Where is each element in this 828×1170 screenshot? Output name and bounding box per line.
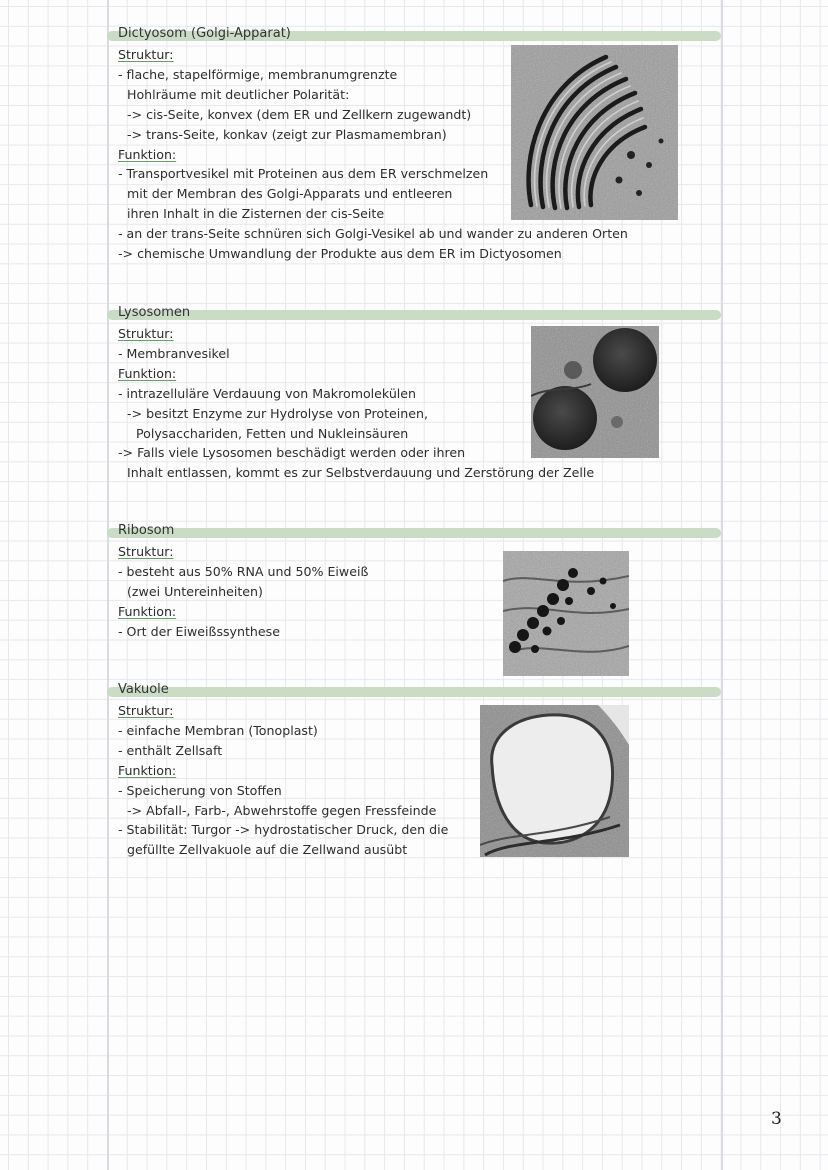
function-line: mit der Membran des Golgi-Apparats und entleeren	[127, 186, 453, 202]
vacuole-micrograph	[480, 705, 629, 857]
function-heading: Funktion:	[118, 365, 177, 381]
page-number: 3	[771, 1109, 782, 1129]
section-title: Ribosom	[118, 523, 175, 538]
structure-heading: Struktur:	[118, 544, 174, 559]
function-line: - intrazelluläre Verdauung von Makromolekülen	[118, 385, 417, 401]
function-line: - Speicherung von Stoffen	[118, 782, 282, 798]
structure-line: Hohlräume mit deutlicher Polarität:	[127, 86, 350, 102]
function-heading: Funktion:	[118, 146, 177, 162]
section-title: Vakuole	[118, 682, 169, 697]
structure-line: - Membranvesikel	[118, 345, 230, 361]
structure-heading: Struktur:	[118, 326, 174, 341]
section-heading-bar	[107, 310, 721, 320]
function-line: Polysacchariden, Fetten und Nukleinsäuren	[136, 425, 409, 441]
section-title: Lysosomen	[118, 305, 191, 320]
structure-line: -> trans-Seite, konkav (zeigt zur Plasmamembran)	[127, 126, 447, 142]
function-line: -> chemische Umwandlung der Produkte aus dem ER im Dictyosomen	[118, 246, 562, 262]
structure-line: - flache, stapelförmige, membranumgrenzte	[118, 66, 398, 82]
structure-line: - einfache Membran (Tonoplast)	[118, 722, 318, 738]
function-heading: Funktion:	[118, 762, 177, 778]
function-heading: Funktion:	[118, 603, 177, 619]
structure-line: (zwei Untereinheiten)	[127, 583, 263, 599]
function-line: -> Abfall-, Farb-, Abwehrstoffe gegen Fressfeinde	[127, 802, 437, 818]
structure-line: -> cis-Seite, konvex (dem ER und Zellkern zugewandt)	[127, 106, 472, 122]
left-margin-line	[107, 0, 109, 1170]
function-line: - Transportvesikel mit Proteinen aus dem ER verschmelzen	[118, 166, 489, 182]
right-margin-line	[721, 0, 723, 1170]
section-title: Dictyosom (Golgi-Apparat)	[118, 26, 291, 41]
structure-heading: Struktur:	[118, 47, 174, 62]
function-line: -> Falls viele Lysosomen beschädigt werden oder ihren	[118, 445, 466, 461]
function-line: - an der trans-Seite schnüren sich Golgi-Vesikel ab und wander zu anderen Orten	[118, 226, 628, 242]
function-line: ihren Inhalt in die Zisternen der cis-Seite	[127, 206, 385, 222]
structure-line: - enthält Zellsaft	[118, 742, 223, 758]
lysosome-micrograph	[531, 326, 659, 458]
function-line: - Stabilität: Turgor -> hydrostatischer Druck, den die	[118, 822, 449, 838]
function-line: -> besitzt Enzyme zur Hydrolyse von Proteinen,	[127, 405, 428, 421]
section-heading-bar	[107, 687, 721, 697]
golgi-micrograph	[511, 45, 678, 220]
structure-line: - besteht aus 50% RNA und 50% Eiweiß	[118, 563, 369, 579]
function-line: gefüllte Zellvakuole auf die Zellwand ausübt	[127, 842, 408, 858]
section-heading-bar	[107, 528, 721, 538]
ribosome-micrograph	[503, 551, 629, 676]
function-line: Inhalt entlassen, kommt es zur Selbstverdauung und Zerstörung der Zelle	[127, 465, 595, 481]
function-line: - Ort der Eiweißssynthese	[118, 623, 280, 639]
structure-heading: Struktur:	[118, 703, 174, 718]
